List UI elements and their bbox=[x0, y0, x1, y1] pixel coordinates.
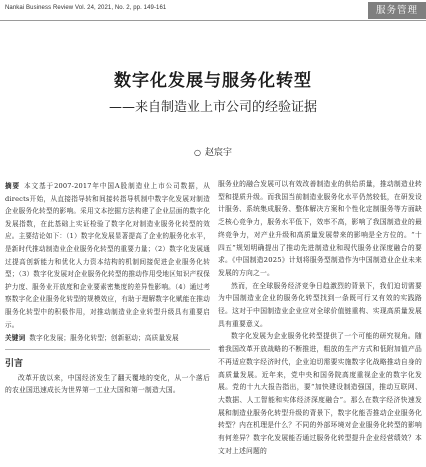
right-column bbox=[218, 178, 422, 463]
article-subtitle: ——来自制造业上市公司的经验证据 bbox=[108, 100, 317, 115]
intro-text: 改革开放以来，中国经济发生了翻天覆地的变化，从一个落后的农业国迅速成长为世界第一工业大国和第一制造大国。 bbox=[5, 373, 210, 395]
abstract bbox=[5, 180, 210, 331]
abstract-text: 本文基于2007-2017年中国A股制造业上市公司数据，从directs开始，从直接指导转和间接转指导机制中数字化发展对制造企业服务化转型的影响。采用文本挖掘方法构建了企业层面的数字化发展指数，在此基础上实证检验了数字化对制造业服务化转型的效应。主要结论如下：（1）数字化发展显著提高了企业的服务化水平，是新时代推动制造业企业服务化转型的重要力量；（2）数字化发展通过提高创新能力和优化人力资本结构的机制间接促进企业服务化转型；（3）数字化发展对企业服务化转型的推动作用受地区知识产权保护力度、服务业开放度和企业要素密集度的差异性影响。（4）通过考察数字化企业服务化转型的规模效应，有助于理解数字化赋能在推动服务化转型中的积极作用，对推动制造业企业转型升级具有重要启示。 bbox=[5, 182, 210, 329]
section-tag: 服务管理 bbox=[368, 2, 426, 19]
author-circle-icon: ○ bbox=[194, 148, 201, 157]
keywords-text: 数字化发展；服务化转型；创新驱动；高质量发展 bbox=[29, 334, 179, 343]
body-paragraph-3: 数字化发展为企业服务化转型提供了一个可能的研究视角。随着我国改革开放战略的不断推进，粗放的生产方式和低附加值产品不再适应数字经济时代，企业迫切需要实施数字化战略推动自身的高质量发展。近年来，党中央和国务院高度重视企业的数字化发展。党的十九大报告指出，要“加快建设制造强国，推动互联网、大数据、人工智能和实体经济深度融合”。那么在数字经济快速发展和制造业服务化转型升级的背景下，数字化能否推动企业服务化转型？内在机理是什么？不同的外部环境对企业服务化转型的影响有何差异？数字化发展能否通过服务化转型提升企业经营绩效？本文对上述问题的 bbox=[218, 332, 422, 455]
author-name: 赵宸宇 bbox=[204, 148, 232, 158]
body-paragraph-2: 然而，在全球服务经济竞争日趋激烈的背景下，我们迫切需要为中国制造业企业的服务化转型找到一条既可行又有效的实践路径。这对于中国制造业企业应对全球价值链重构、实现高质量发展具有重要意义。 bbox=[218, 281, 422, 328]
keywords-label: 关键词 bbox=[5, 334, 26, 343]
left-column bbox=[5, 180, 210, 465]
keywords bbox=[5, 332, 210, 345]
journal-name: Nankai Business Review Vol. 24, 2021, No. 2, pp. 149-161 bbox=[5, 5, 167, 11]
page-header bbox=[0, 0, 426, 21]
divider bbox=[5, 349, 210, 350]
author-line bbox=[0, 145, 426, 158]
body-paragraph-1: 服务业的融合发展可以有效改善制造业的供给质量，推动制造业转型和提质升级。而我国当前制造业服务化水平仍然较低，在研发设计服务、系统集成服务、整体解决方案和个性化定制服务等方面缺乏核心竞争力，服务水平低下，效率不高，影响了我国制造业的最终竞争力，对产业升级和高质量发展带来的影响是全方位的。“十四五”规划明确提出了推动先进制造业和现代服务业深度融合的要求。《中国制造2025》计划将服务型制造作为中国制造业企业未来发展的方向之一。 bbox=[218, 180, 422, 277]
article-title: 数字化发展与服务化转型 bbox=[114, 71, 312, 91]
abstract-label: 摘要 bbox=[5, 182, 21, 190]
section-heading-intro: 引言 bbox=[5, 358, 24, 369]
